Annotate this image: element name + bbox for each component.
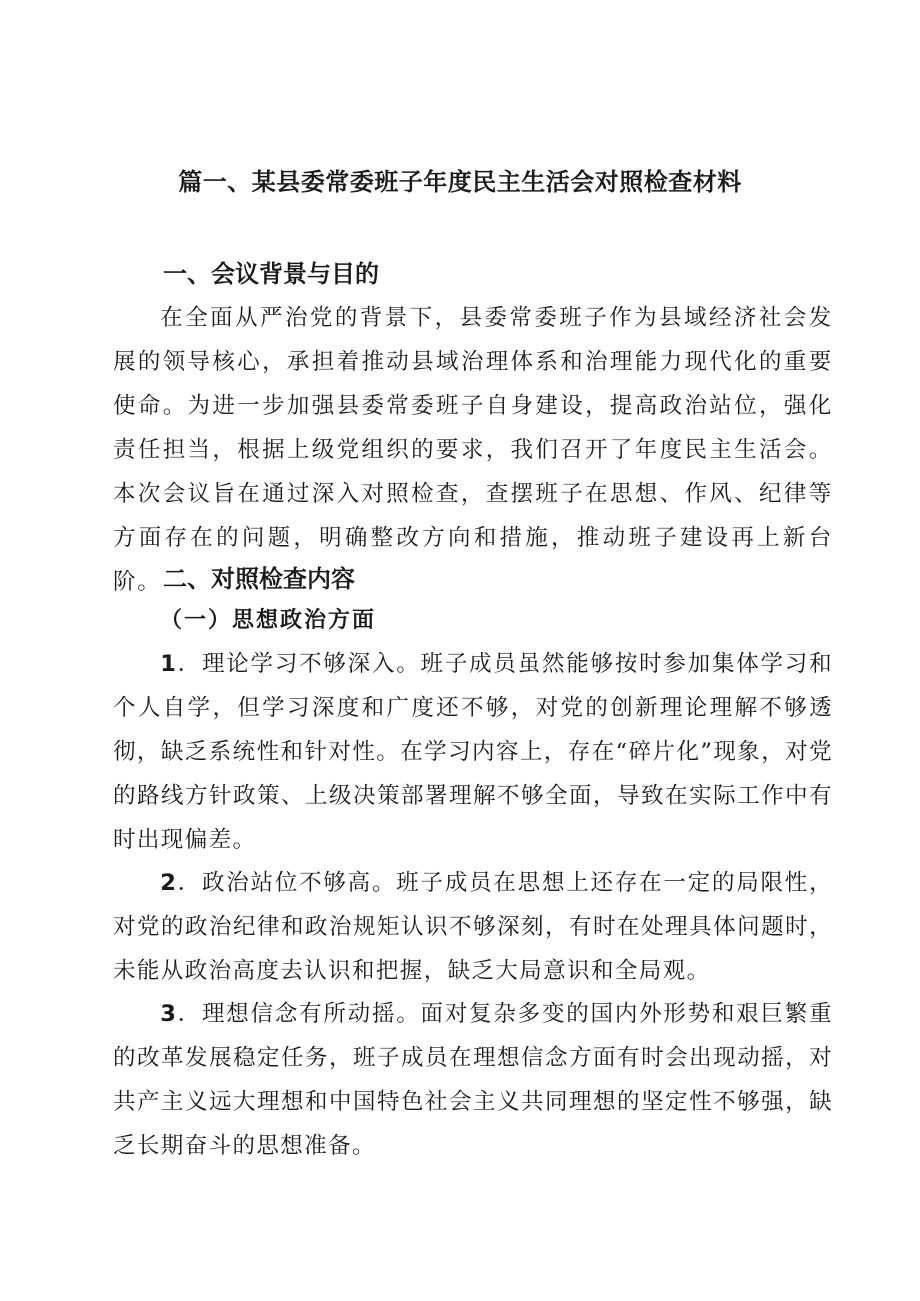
item-number: 3 (160, 1001, 178, 1027)
item-number: 1 (160, 651, 178, 677)
document-title: 篇一、某县委常委班子年度民主生活会对照检查材料 (178, 168, 742, 196)
item-text: ．理论学习不够深入。班子成员虽然能够按时参加集体学习和个人自学，但学习深度和广度还不够，对党的创新理论理解不够透彻，缺乏系统性和针对性。在学习内容上，存在“碎片化”现象，对党的路线方针政策、上级决策部署理解不够全面，导致在实际工作中有时出现偏差。 (113, 651, 833, 853)
item-number: 2 (160, 870, 178, 896)
section-heading-background: 一、会议背景与目的 (163, 260, 379, 288)
section-heading-review: 二、对照检查内容 (163, 565, 355, 593)
item-text: ．政治站位不够高。班子成员在思想上还存在一定的局限性，对党的政治纪律和政治规矩认识不够深刻，有时在处理具体问题时，未能从政治高度去认识和把握，缺乏大局意识和全局观。 (113, 870, 833, 984)
item-text: ．理想信念有所动摇。面对复杂多变的国内外形势和艰巨繁重的改革发展稳定任务，班子成员在理想信念方面有时会出现动摇，对共产主义远大理想和中国特色社会主义共同理想的坚定性不够强，缺乏长期奋斗的思想准备。 (113, 1001, 833, 1159)
subheading-ideology: （一）思想政治方面 (160, 607, 377, 633)
list-item-1 (113, 642, 833, 862)
paragraph-background: 在全面从严治党的背景下，县委常委班子作为县域经济社会发展的领导核心，承担着推动县域治理体系和治理能力现代化的重要使命。为进一步加强县委常委班子自身建设，提高政治站位，强化责任担当，根据上级党组织的要求，我们召开了年度民主生活会。本次会议旨在通过深入对照检查，查摆班子在思想、作风、纪律等方面存在的问题，明确整改方向和措施，推动班子建设再上新台阶。 (113, 305, 833, 595)
list-item-2 (113, 861, 833, 993)
list-item-3 (113, 992, 833, 1168)
